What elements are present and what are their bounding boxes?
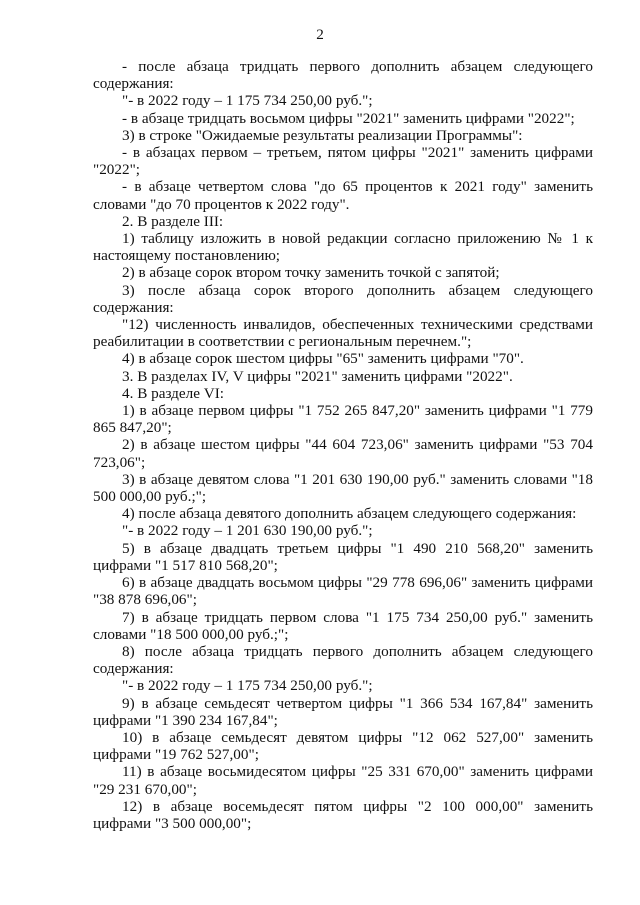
paragraph: - после абзаца тридцать первого дополнить абзацем следующего содержания: <box>93 58 593 93</box>
document-body <box>93 58 593 832</box>
paragraph: "- в 2022 году – 1 175 734 250,00 руб."; <box>122 92 373 110</box>
paragraph: 10) в абзаце семьдесят девятом цифры "12 062 527,00" заменить цифрами "19 762 527,00"; <box>93 728 593 764</box>
paragraph: 1) таблицу изложить в новой редакции согласно приложению № 1 к настоящему постановлению; <box>93 230 593 265</box>
paragraph: 3) в абзаце девятом слова "1 201 630 190,00 руб." заменить словами "18 500 000,00 руб.;"; <box>93 470 593 506</box>
paragraph: 9) в абзаце семьдесят четвертом цифры "1 366 534 167,84" заменить цифрами "1 390 234 167,84"; <box>93 694 593 729</box>
paragraph: 12) в абзаце восемьдесят пятом цифры "2 100 000,00" заменить цифрами "3 500 000,00"; <box>93 797 593 832</box>
paragraph: 4) в абзаце сорок шестом цифры "65" заменить цифрами "70". <box>122 350 524 368</box>
paragraph: - в абзаце тридцать восьмом цифры "2021" заменить цифрами "2022"; <box>122 109 575 127</box>
paragraph: 6) в абзаце двадцать восьмом цифры "29 778 696,06" заменить цифрами "38 878 696,06"; <box>93 574 593 609</box>
paragraph: 3) в строке "Ожидаемые результаты реализации Программы": <box>122 126 523 144</box>
paragraph: 11) в абзаце восьмидесятом цифры "25 331 670,00" заменить цифрами "29 231 670,00"; <box>93 763 593 798</box>
paragraph: 8) после абзаца тридцать первого дополнить абзацем следующего содержания: <box>93 642 593 678</box>
paragraph: - в абзацах первом – третьем, пятом цифры "2021" заменить цифрами "2022"; <box>93 144 593 179</box>
paragraph: 2) в абзаце сорок втором точку заменить точкой с запятой; <box>122 264 500 282</box>
paragraph: 1) в абзаце первом цифры "1 752 265 847,20" заменить цифрами "1 779 865 847,20"; <box>93 402 593 437</box>
paragraph: 7) в абзаце тридцать первом слова "1 175 734 250,00 руб." заменить словами "18 500 000,00 руб.;"; <box>93 608 593 643</box>
section-heading: 2. В разделе III: <box>122 212 224 230</box>
page-number: 2 <box>316 26 324 43</box>
paragraph: - в абзаце четвертом слова "до 65 процентов к 2021 году" заменить словами "до 70 процентов к 2022 году". <box>93 178 593 213</box>
section-heading: 3. В разделах IV, V цифры "2021" заменить цифрами "2022". <box>122 367 513 385</box>
paragraph: "- в 2022 году – 1 201 630 190,00 руб."; <box>122 522 373 540</box>
paragraph: 4) после абзаца девятого дополнить абзацем следующего содержания: <box>122 505 577 523</box>
paragraph: "- в 2022 году – 1 175 734 250,00 руб."; <box>122 677 373 695</box>
paragraph: "12) численность инвалидов, обеспеченных техническими средствами реабилитации в соответствии с региональным перечнем."; <box>93 316 593 351</box>
paragraph: 2) в абзаце шестом цифры "44 604 723,06" заменить цифрами "53 704 723,06"; <box>93 436 593 471</box>
paragraph: 3) после абзаца сорок второго дополнить абзацем следующего содержания: <box>93 281 593 316</box>
paragraph: 5) в абзаце двадцать третьем цифры "1 490 210 568,20" заменить цифрами "1 517 810 568,20"; <box>93 539 593 574</box>
section-heading: 4. В разделе VI: <box>122 384 225 402</box>
